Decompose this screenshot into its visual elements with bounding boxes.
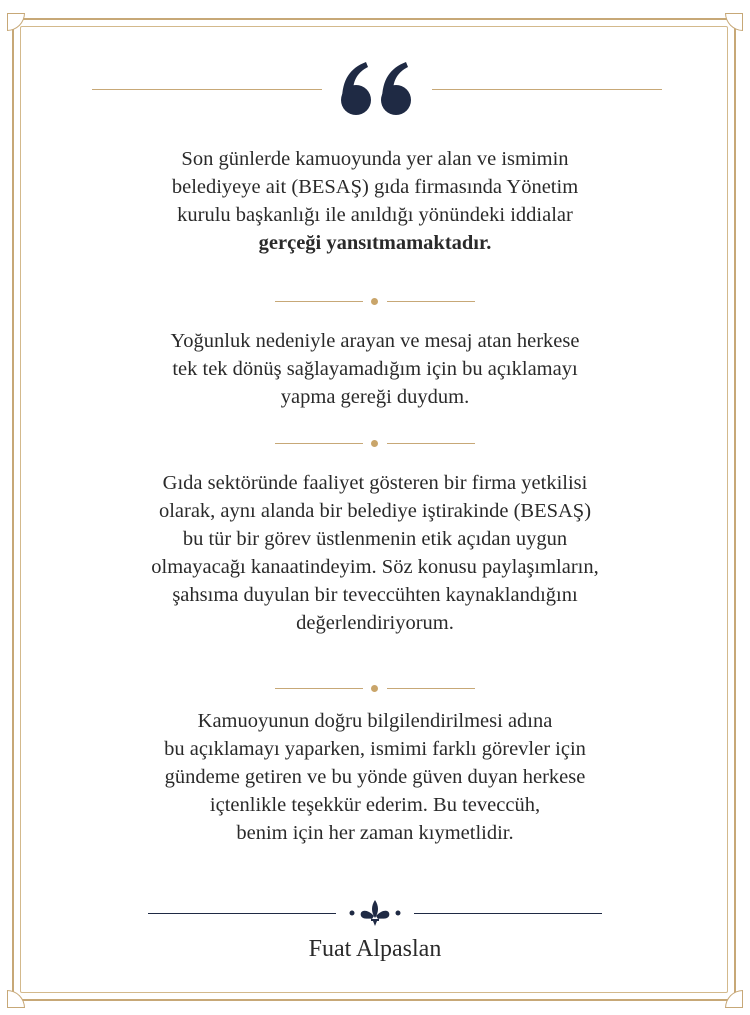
paragraph-line: gündeme getiren ve bu yönde güven duyan herkese bbox=[164, 766, 586, 788]
paragraph-line: bu tür bir görev üstlenmenin etik açıdan uygun bbox=[182, 528, 568, 550]
paragraph-line: içtenlikle teşekkür ederim. Bu teveccüh, bbox=[209, 794, 541, 816]
paragraph-line: bu açıklamayı yaparken, ismimi farklı görevler için bbox=[164, 738, 586, 760]
quote-mark-icon bbox=[332, 54, 422, 124]
section-divider bbox=[275, 296, 475, 308]
signature-rule-right bbox=[414, 913, 602, 914]
paragraph-line: şahsıma duyulan bir teveccühten kaynaklandığını bbox=[172, 584, 578, 606]
paragraph-line: tek tek dönüş sağlayamadığım için bu açıklamayı bbox=[172, 358, 578, 380]
paragraph-line: olmayacağı kanaatindeyim. Söz konusu paylaşımların, bbox=[151, 556, 599, 578]
fleur-de-lis-icon bbox=[345, 898, 405, 928]
paragraph-line: kurulu başkanlığı ile anıldığı yönündeki iddialar bbox=[177, 204, 573, 226]
statement-paragraph-2 bbox=[60, 327, 690, 411]
statement-paragraph-4 bbox=[60, 707, 690, 847]
paragraph-line: Son günlerde kamuoyunda yer alan ve ismimin bbox=[181, 148, 569, 170]
paragraph-line: belediyeye ait (BESAŞ) gıda firmasında Yönetim bbox=[171, 176, 579, 198]
paragraph-line: benim için her zaman kıymetlidir. bbox=[236, 822, 514, 844]
paragraph-line: Gıda sektöründe faaliyet gösteren bir firma yetkilisi bbox=[162, 472, 588, 494]
paragraph-line: Kamuoyunun doğru bilgilendirilmesi adına bbox=[197, 710, 553, 732]
section-divider bbox=[275, 438, 475, 450]
divider-dot-icon bbox=[371, 685, 378, 692]
paragraph-line: yapma gereği duydum. bbox=[280, 386, 470, 408]
divider-dot-icon bbox=[371, 298, 378, 305]
statement-paragraph-1 bbox=[60, 145, 690, 257]
paragraph-line: değerlendiriyorum. bbox=[296, 612, 454, 634]
signature-rule-left bbox=[148, 913, 336, 914]
emphasis-line: gerçeği yansıtmamaktadır. bbox=[258, 232, 492, 254]
header-rule-right bbox=[432, 89, 662, 90]
signature-name: Fuat Alpaslan bbox=[308, 936, 442, 962]
paragraph-line: olarak, aynı alanda bir belediye iştirakinde (BESAŞ) bbox=[158, 500, 592, 522]
header-rule-left bbox=[92, 89, 322, 90]
paragraph-line: Yoğunluk nedeniyle arayan ve mesaj atan herkese bbox=[170, 330, 580, 352]
statement-paragraph-3 bbox=[60, 469, 690, 637]
section-divider bbox=[275, 683, 475, 695]
divider-dot-icon bbox=[371, 440, 378, 447]
